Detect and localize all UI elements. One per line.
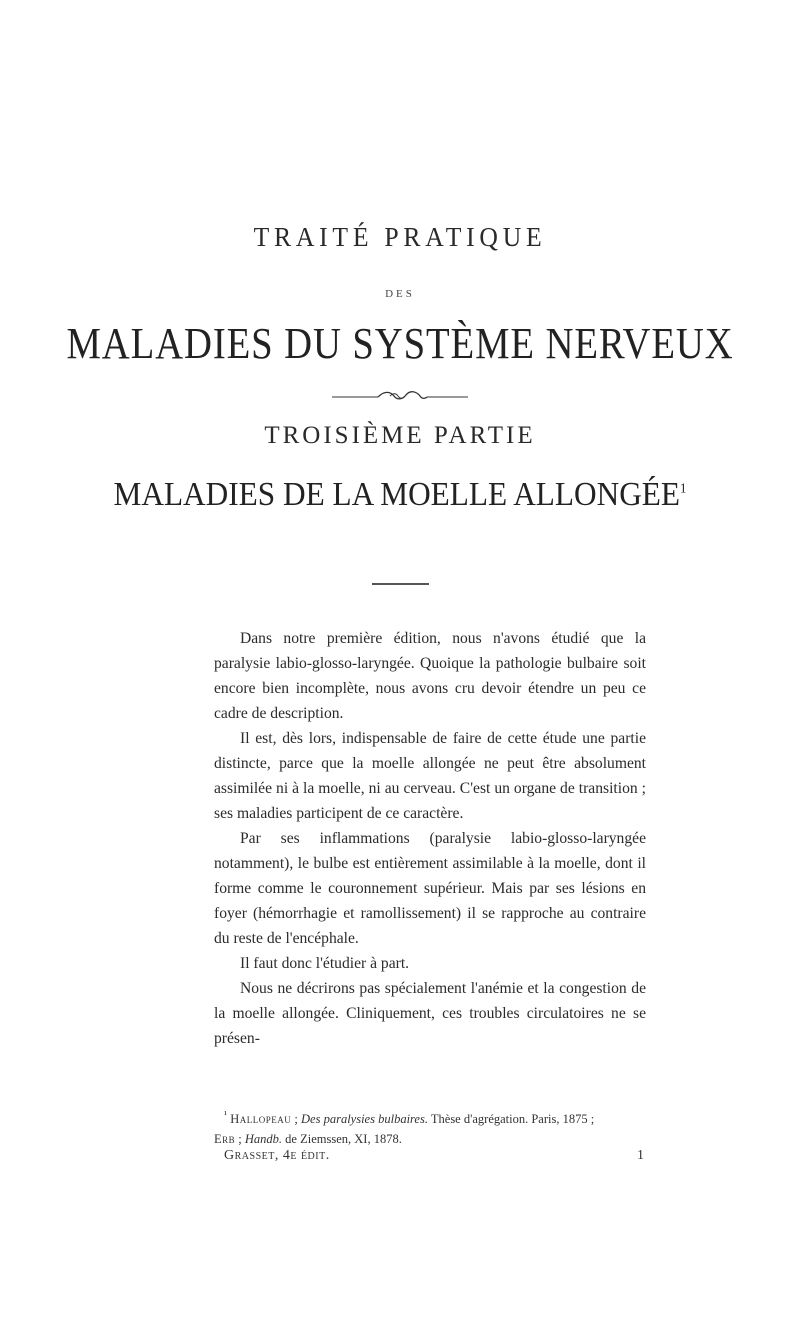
paragraph-3: Par ses inflammations (paralysie labio-glosso-laryngée notamment), le bulbe est entièrement assimilable à la moelle, dont il forme comme le couronnement supérieur. Mais par ses lésions en foyer (hémorrhagie et ramollissement) il se rapproche au contraire du reste de l'encéphale. [214,830,646,947]
footnote-1-sep: ; [291,1112,302,1127]
footnote-1-title: Des paralysies bulbaires. [301,1112,428,1127]
book-title-line2: DES [385,288,415,300]
footnote-2-details: de Ziemssen, XI, 1878. [282,1132,402,1147]
section-rule [372,583,429,585]
chapter-title [32,476,768,514]
book-title-line1: TRAITÉ PRATIQUE [253,222,547,252]
footnote-2-author: Erb [214,1132,236,1147]
footnote-marker: 1 [679,481,687,497]
body-text [214,626,646,1051]
paragraph-1: Dans notre première édition, nous n'avons étudié que la paralysie labio-glosso-laryngée. Quoique la pathologie bulbaire soit encore bien incomplète, nous avons cru devoir étendre un peu ce cadre de description. [214,630,646,722]
ornament-divider [330,388,470,404]
footnote-2-title: Handb. [244,1132,283,1147]
footnotes [214,1106,646,1149]
footnote-1 [214,1106,646,1129]
footnote-2-sep: ; [235,1132,245,1147]
signature-number: 1 [637,1148,644,1163]
footnote-2 [214,1129,646,1149]
paragraph-5: Nous ne décrirons pas spécialement l'anémie et la congestion de la moelle allongée. Cliniquement, ces troubles circulatoires ne se présen- [214,980,646,1047]
footnote-1-marker: ¹ [224,1110,228,1121]
footnote-1-author: Hallopeau [230,1112,292,1127]
book-title-line3: MALADIES DU SYSTÈME NERVEUX [66,319,734,368]
paragraph-4: Il faut donc l'étudier à part. [240,955,410,972]
footnote-1-details: Thèse d'agrégation. Paris, 1875 ; [427,1112,595,1127]
chapter-title-text: MALADIES DE LA MOELLE ALLONGÉE [113,476,680,513]
signature-mark: Grasset, 4e édit. [224,1148,330,1163]
paragraph-2: Il est, dès lors, indispensable de faire de cette étude une partie distincte, parce que la moelle allongée ne peut être absolument assimilée ni à la moelle, ni au cerveau. C'est un organe de transition ; ses maladies participent de ce caractère. [214,730,646,822]
part-title: TROISIÈME PARTIE [264,422,536,449]
